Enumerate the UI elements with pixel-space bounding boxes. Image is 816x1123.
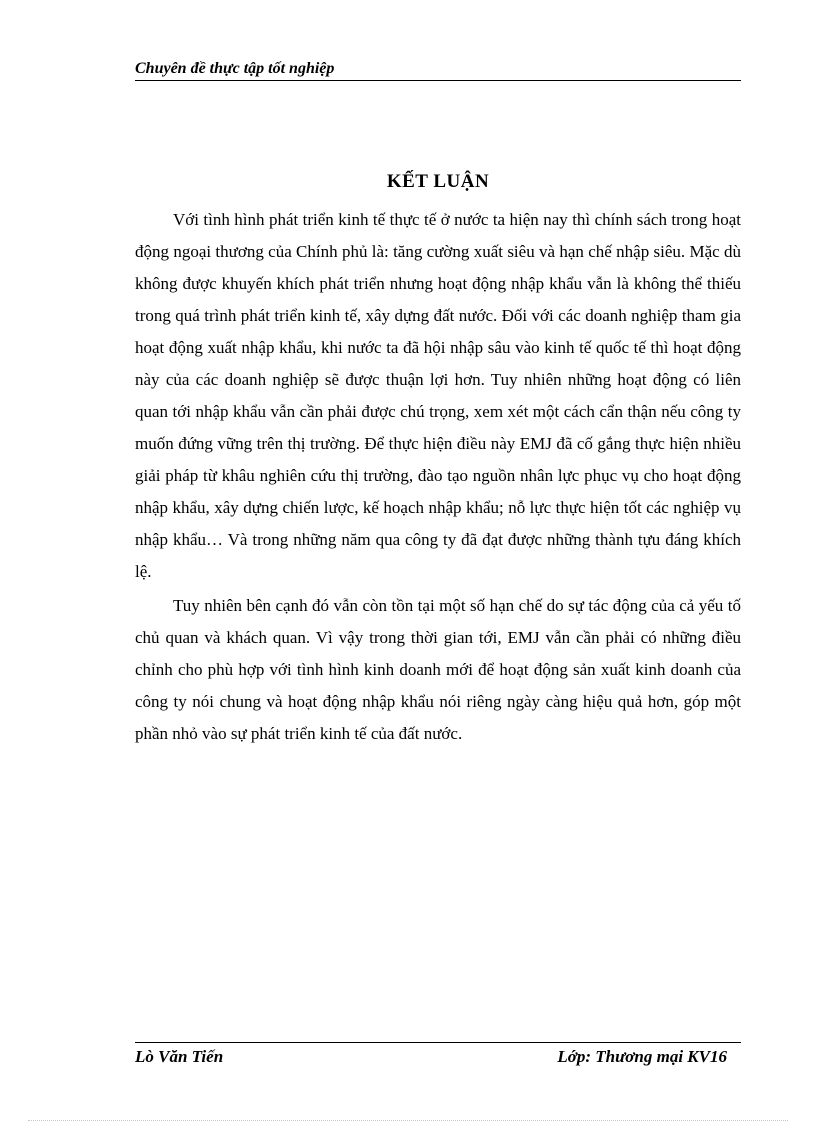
page-edge-divider (28, 1120, 788, 1121)
body-text (135, 204, 741, 750)
page-header (135, 58, 741, 81)
paragraph-1: Với tình hình phát triển kinh tế thực tế ở nước ta hiện nay thì chính sách trong hoạt động ngoại thương của Chính phủ là: tăng cường xuất siêu và hạn chế nhập siêu. Mặc dù không được khuyến khích phát triển nhưng hoạt động nhập khẩu vẫn là không thể thiếu trong quá trình phát triển kinh tế, xây dựng đất nước. Đối với các doanh nghiệp tham gia hoạt động xuất nhập khẩu, khi nước ta đã hội nhập sâu vào kinh tế quốc tế thì hoạt động này của các doanh nghiệp sẽ được thuận lợi hơn. Tuy nhiên những hoạt động có liên quan tới nhập khẩu vẫn cần phải được chú trọng, xem xét một cách cẩn thận nếu công ty muốn đứng vững trên thị trường. Để thực hiện điều này EMJ đã cố gắng thực hiện nhiều giải pháp từ khâu nghiên cứu thị trường, đào tạo nguồn nhân lực phục vụ cho hoạt động nhập khẩu, xây dựng chiến lược, kế hoạch nhập khẩu; nỗ lực thực hiện tốt các nghiệp vụ nhập khẩu… Và trong những năm qua công ty đã đạt được những thành tựu đáng khích lệ. (135, 210, 741, 581)
page-footer (135, 1042, 741, 1071)
footer-author: Lò Văn Tiến (135, 1047, 224, 1066)
header-title: Chuyên đề thực tập tốt nghiệp (135, 60, 335, 77)
footer-class: Lớp: Thương mại KV16 (557, 1047, 727, 1066)
paragraph-2: Tuy nhiên bên cạnh đó vẫn còn tồn tại một số hạn chế do sự tác động của cả yếu tố chủ quan và khách quan. Vì vậy trong thời gian tới, EMJ vẫn cần phải có những điều chỉnh cho phù hợp với tình hình kinh doanh mới để hoạt động sản xuất kinh doanh của công ty nói chung và hoạt động nhập khẩu nói riêng ngày càng hiệu quả hơn, góp một phần nhỏ vào sự phát triển kinh tế của đất nước. (135, 596, 741, 743)
section-heading: KẾT LUẬN (386, 171, 490, 192)
